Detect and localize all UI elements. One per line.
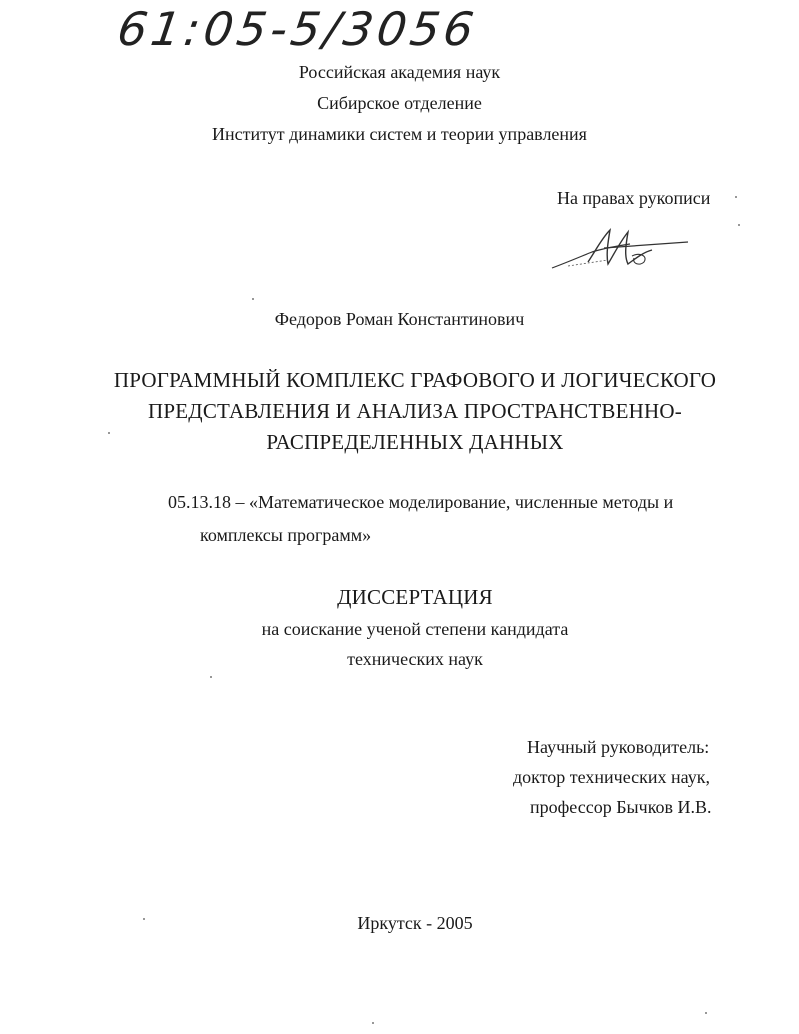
scan-speck xyxy=(210,676,212,678)
handwritten-catalog-number: 61:05-5/3056 xyxy=(114,2,481,56)
dissertation-degree-line-1: на соискание ученой степени кандидата xyxy=(261,619,569,639)
supervisor-degree: доктор технических наук, xyxy=(513,767,710,787)
supervisor-label: Научный руководитель: xyxy=(527,737,710,757)
author-signature xyxy=(548,222,698,274)
scan-speck xyxy=(252,298,254,300)
dissertation-degree-line-2: технических наук xyxy=(347,649,483,669)
scan-speck xyxy=(735,196,737,198)
thesis-title-line-1: ПРОГРАММНЫЙ КОМПЛЕКС ГРАФОВОГО И ЛОГИЧЕСКОГО xyxy=(113,368,717,392)
scan-speck xyxy=(108,432,110,434)
branch-name: Сибирское отделение xyxy=(317,93,482,113)
author-name: Федоров Роман Константинович xyxy=(274,309,525,329)
institute-name: Институт динамики систем и теории управления xyxy=(212,124,587,144)
scan-speck xyxy=(143,918,145,920)
scan-speck xyxy=(738,224,740,226)
dissertation-heading: ДИССЕРТАЦИЯ xyxy=(337,585,493,609)
place-and-year: Иркутск - 2005 xyxy=(357,913,473,933)
thesis-title-line-2: ПРЕДСТАВЛЕНИЯ И АНАЛИЗА ПРОСТРАНСТВЕННО- xyxy=(148,399,682,423)
thesis-title-line-3: РАСПРЕДЕЛЕННЫХ ДАННЫХ xyxy=(266,430,564,454)
specialty-line-1: 05.13.18 – «Математическое моделирование, численные методы и xyxy=(168,492,674,512)
supervisor-name: профессор Бычков И.В. xyxy=(530,797,712,817)
scan-speck xyxy=(705,1012,707,1014)
rights-note: На правах рукописи xyxy=(557,188,711,208)
specialty-line-2: комплексы программ» xyxy=(200,525,372,545)
academy-name: Российская академия наук xyxy=(298,62,501,82)
scan-speck xyxy=(372,1022,374,1024)
